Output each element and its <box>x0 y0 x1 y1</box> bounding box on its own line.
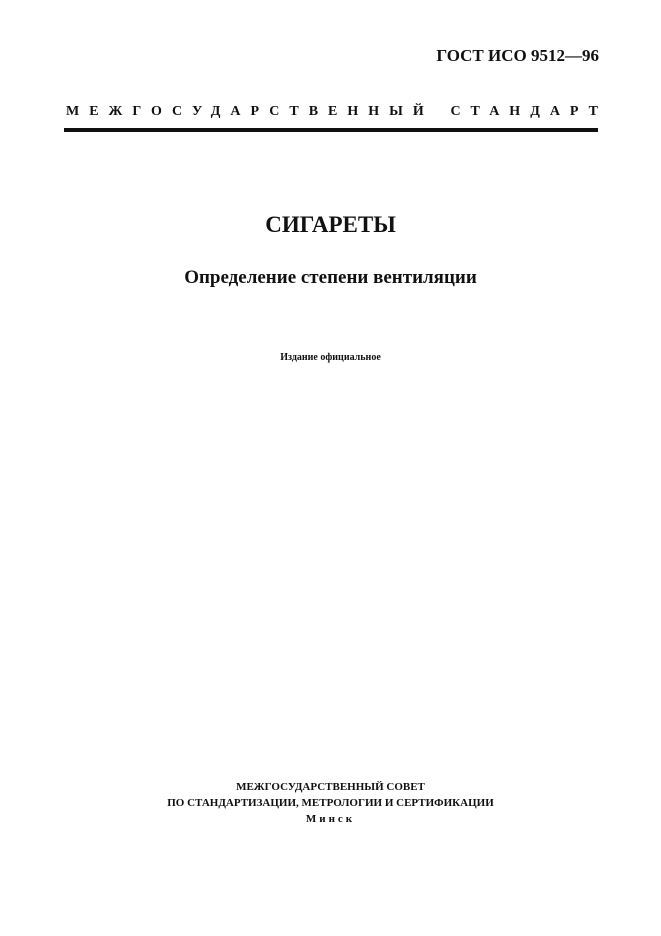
publisher-line-1: МЕЖГОСУДАРСТВЕННЫЙ СОВЕТ <box>236 781 425 793</box>
publisher-line-2: ПО СТАНДАРТИЗАЦИИ, МЕТРОЛОГИИ И СЕРТИФИКАЦИИ <box>167 797 494 809</box>
document-title: СИГАРЕТЫ <box>265 212 396 237</box>
publisher-block <box>0 779 661 827</box>
header-divider <box>64 128 598 132</box>
edition-note: Издание официальное <box>280 352 381 363</box>
category-word-standard: СТАНДАРТ <box>450 104 608 119</box>
standard-number: ГОСТ ИСО 9512—96 <box>436 46 599 65</box>
document-subtitle: Определение степени вентиляции <box>184 267 477 288</box>
standard-category <box>66 104 608 120</box>
publisher-city: Минск <box>305 813 356 825</box>
category-word-interstate: МЕЖГОСУДАРСТВЕННЫЙ <box>66 104 434 119</box>
